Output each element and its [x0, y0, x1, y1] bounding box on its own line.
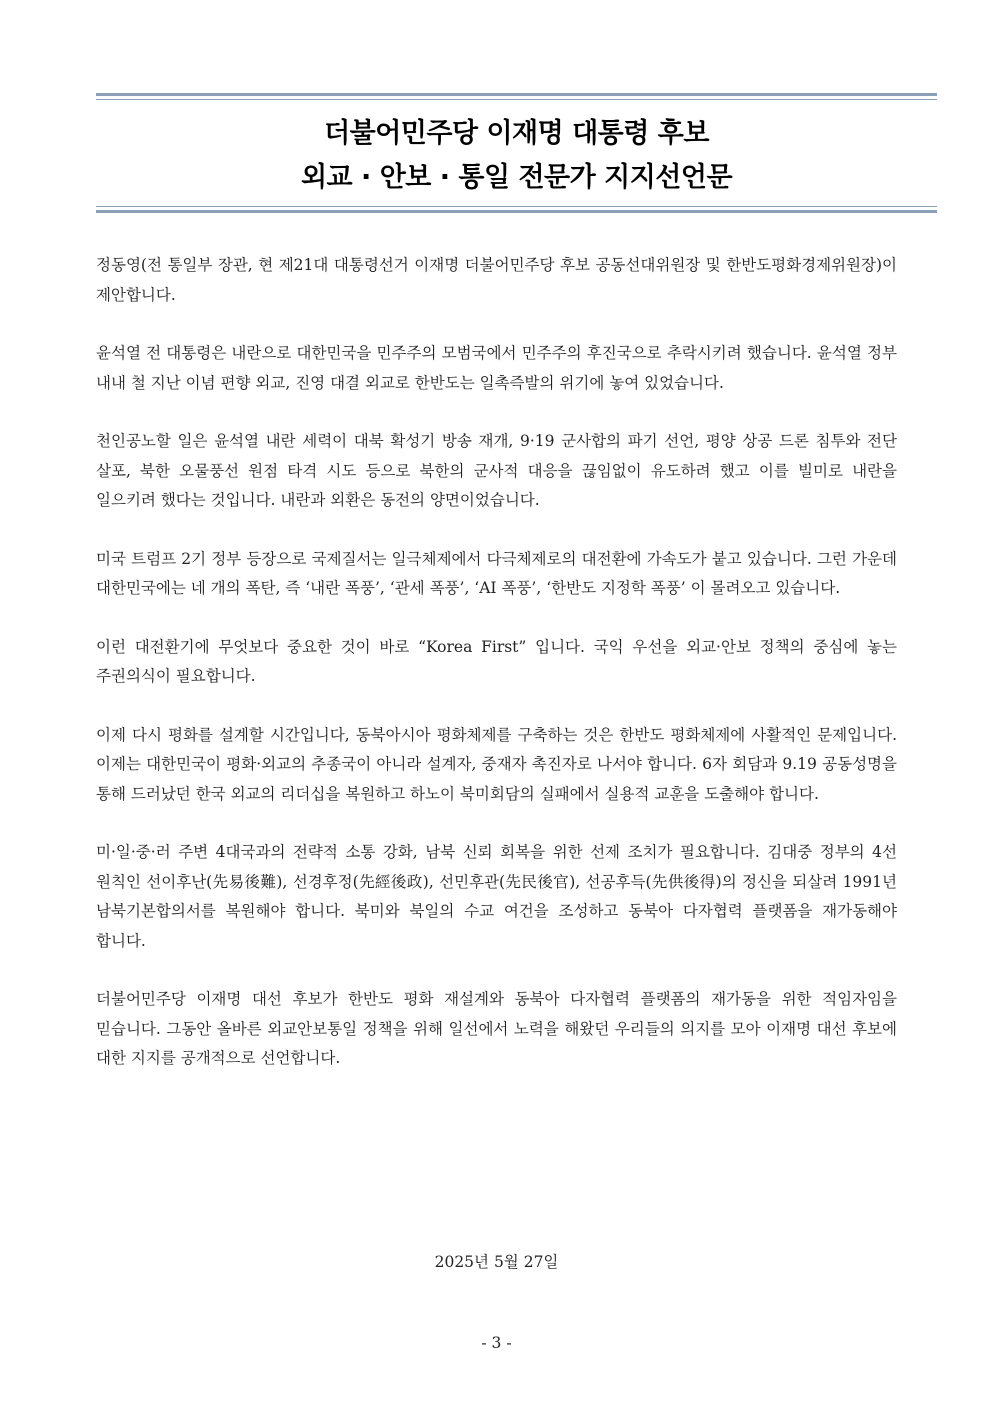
header-bottom-rule	[96, 206, 937, 213]
paragraph-peace-design: 이제 다시 평화를 설계할 시간입니다, 동북아시아 평화체제를 구축하는 것은 한반도 평화체제에 사활적인 문제입니다. 이제는 대한민국이 평화·외교의 추종국이 아니라 설계자, 중재자 촉진자로 나서야 합니다. 6자 회담과 9.19 공동성명을 통해 드러났던 한국 외교의 리더십을 복원하고 하노이 북미회담의 실패에서 실용적 교훈을 도출해야 합니다.	[96, 725, 897, 803]
header-top-rule-thick	[96, 93, 937, 96]
title-line-2: 외교 · 안보 · 통일 전문가 지지선언문	[300, 162, 733, 193]
page-number: - 3 -	[481, 1334, 512, 1352]
paragraph-insurrection: 윤석열 전 대통령은 내란으로 대한민국을 민주주의 모범국에서 민주주의 후진국으로 추락시키려 했습니다. 윤석열 정부 내내 철 지난 이념 편향 외교, 진영 대결 외교로 한반도는 일촉즉발의 위기에 놓여 있었습니다.	[96, 344, 897, 392]
paragraph-provocation: 천인공노할 일은 윤석열 내란 세력이 대북 확성기 방송 재개, 9·19 군사합의 파기 선언, 평양 상공 드론 침투와 전단 살포, 북한 오물풍선 원점 타격 시도 등으로 북한의 군사적 대응을 끊임없이 유도하려 했고 이를 빌미로 내란을 일으키려 했다는 것입니다. 내란과 외환은 동전의 양면이었습니다.	[96, 432, 897, 509]
paragraph-korea-first: 이런 대전환기에 무엇보다 중요한 것이 바로 “Korea First” 입니다. 국익 우선을 외교·안보 정책의 중심에 놓는 주권의식이 필요합니다.	[96, 637, 897, 685]
header-bottom-rule-thin	[96, 206, 937, 207]
document-date: 2025년 5월 27일	[434, 1253, 559, 1271]
header-bottom-rule-thick	[96, 210, 937, 213]
document-title	[96, 112, 937, 200]
paragraph-four-powers: 미·일·중·러 주변 4대국과의 전략적 소통 강화, 남북 신뢰 회복을 위한 선제 조치가 필요합니다. 김대중 정부의 4선 원칙인 선이후난(先易後難), 선경후정(先經後政), 선민후관(先民後官), 선공후득(先供後得)의 정신을 되살려 1991년 남북기본합의서를 복원해야 합니다. 북미와 북일의 수교 여건을 조성하고 동북아 다자협력 플랫폼을 재가동해야 합니다.	[96, 843, 897, 950]
header-top-rule	[96, 93, 937, 100]
paragraph-world-order: 미국 트럼프 2기 정부 등장으로 국제질서는 일극체제에서 다극체제로의 대전환에 가속도가 붙고 있습니다. 그런 가운데 대한민국에는 네 개의 폭탄, 즉 ‘내란 폭풍’, ‘관세 폭풍’, ‘AI 폭풍’, ‘한반도 지정학 폭풍’ 이 몰려오고 있습니다.	[96, 549, 897, 597]
title-line-1: 더불어민주당 이재명 대통령 후보	[324, 118, 709, 149]
paragraph-declaration: 더불어민주당 이재명 대선 후보가 한반도 평화 재설계와 동북아 다자협력 플랫폼의 재가동을 위한 적임자임을 믿습니다. 그동안 올바른 외교안보통일 정책을 위해 일선에서 노력을 해왔던 우리들의 의지를 모아 이재명 대선 후보에 대한 지지를 공개적으로 선언합니다.	[96, 990, 897, 1067]
document-body	[96, 251, 897, 1103]
header-top-rule-thin	[96, 99, 937, 100]
paragraph-proposer: 정동영(전 통일부 장관, 현 제21대 대통령선거 이재명 더불어민주당 후보 공동선대위원장 및 한반도평화경제위원장)이 제안합니다.	[96, 256, 897, 304]
